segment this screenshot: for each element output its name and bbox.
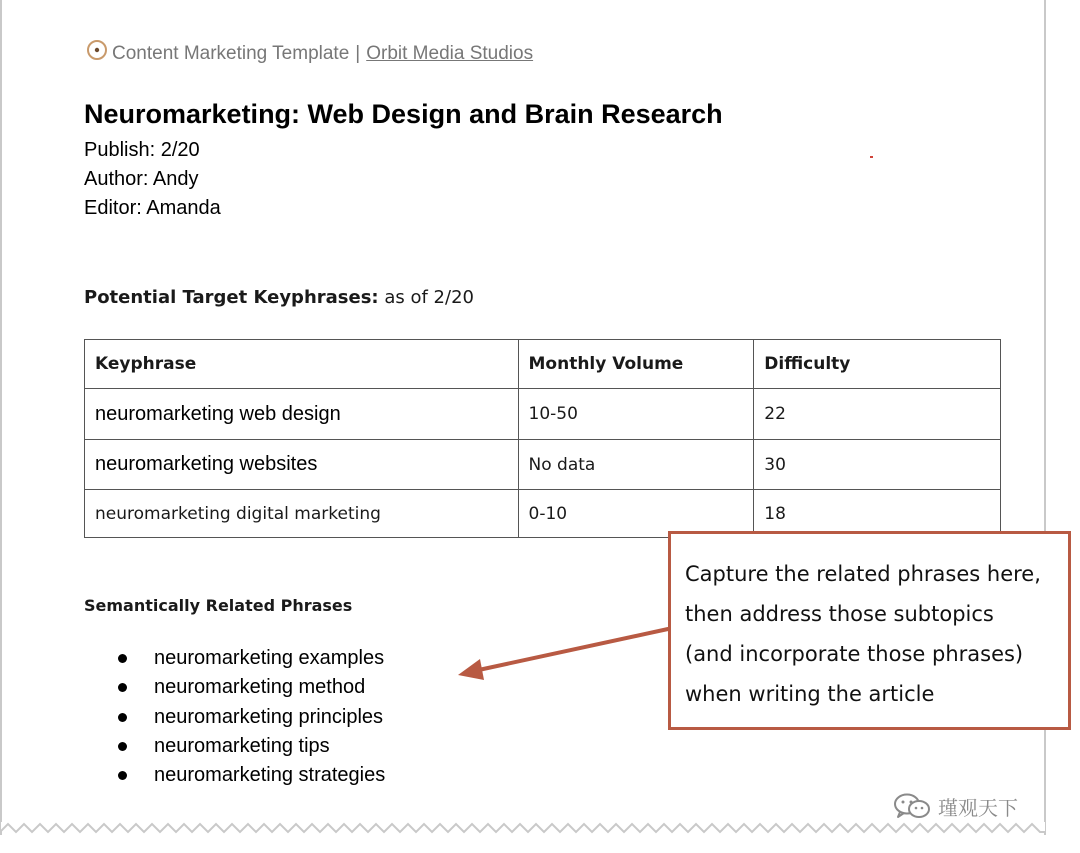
callout-line: then address those subtopics — [685, 602, 994, 626]
difficulty-cell: 30 — [754, 440, 1001, 490]
keyphrase-cell: neuromarketing web design — [85, 389, 519, 440]
orbit-media-link[interactable]: Orbit Media Studios — [366, 43, 534, 64]
author-line: Author: Andy — [84, 168, 199, 190]
wechat-watermark — [892, 788, 1018, 824]
template-header — [86, 40, 533, 68]
list-item — [118, 703, 385, 732]
bullet-icon — [118, 654, 127, 663]
callout-arrow-icon — [450, 620, 675, 690]
keyphrase-heading-label: Potential Target Keyphrases: — [84, 287, 379, 308]
volume-cell: 0-10 — [518, 490, 754, 538]
stray-mark — [870, 156, 873, 158]
volume-cell: 10-50 — [518, 389, 754, 440]
keyphrase-cell: neuromarketing websites — [85, 440, 519, 490]
bullet-icon — [118, 771, 127, 780]
difficulty-cell: 22 — [754, 389, 1001, 440]
list-item-text: neuromarketing principles — [154, 705, 384, 728]
callout-line: Capture the related phrases here, — [685, 562, 1041, 586]
annotation-callout — [668, 531, 1071, 730]
callout-line: when writing the article — [685, 682, 935, 706]
list-item — [118, 644, 385, 673]
list-item — [118, 732, 385, 761]
publish-date: Publish: 2/20 — [84, 139, 200, 161]
related-phrases-list — [118, 644, 385, 790]
difficulty-cell: 18 — [754, 490, 1001, 538]
bullet-icon — [118, 742, 127, 751]
table-row — [85, 440, 1001, 490]
column-header-monthly-volume: Monthly Volume — [518, 340, 754, 389]
header-separator: | — [355, 43, 361, 64]
volume-cell: No data — [518, 440, 754, 490]
list-item — [118, 761, 385, 790]
editor-line: Editor: Amanda — [84, 197, 221, 219]
list-item-text: neuromarketing examples — [154, 647, 385, 669]
keyphrase-cell: neuromarketing digital marketing — [85, 490, 519, 538]
column-header-keyphrase: Keyphrase — [85, 340, 519, 389]
watermark-text: 瑾观天下 — [938, 795, 1018, 820]
callout-line: (and incorporate those phrases) — [685, 642, 1024, 666]
bullet-icon — [118, 713, 127, 722]
torn-page-edge — [0, 822, 1046, 853]
circle-dot-icon — [86, 39, 108, 61]
table-row — [85, 389, 1001, 440]
template-label: Content Marketing Template — [112, 43, 350, 64]
document-title: Neuromarketing: Web Design and Brain Research — [84, 99, 723, 129]
list-item-text: neuromarketing strategies — [154, 764, 386, 787]
column-header-difficulty: Difficulty — [754, 340, 1001, 389]
related-phrases-heading: Semantically Related Phrases — [84, 596, 353, 615]
keyphrase-table — [84, 339, 1001, 538]
bullet-icon — [118, 683, 127, 692]
list-item-text: neuromarketing method — [154, 676, 366, 699]
table-header-row — [85, 340, 1001, 389]
list-item-text: neuromarketing tips — [154, 734, 330, 757]
keyphrase-heading-date: as of 2/20 — [378, 287, 474, 308]
wechat-icon — [892, 791, 932, 821]
list-item — [118, 673, 385, 702]
keyphrase-heading — [84, 287, 474, 308]
